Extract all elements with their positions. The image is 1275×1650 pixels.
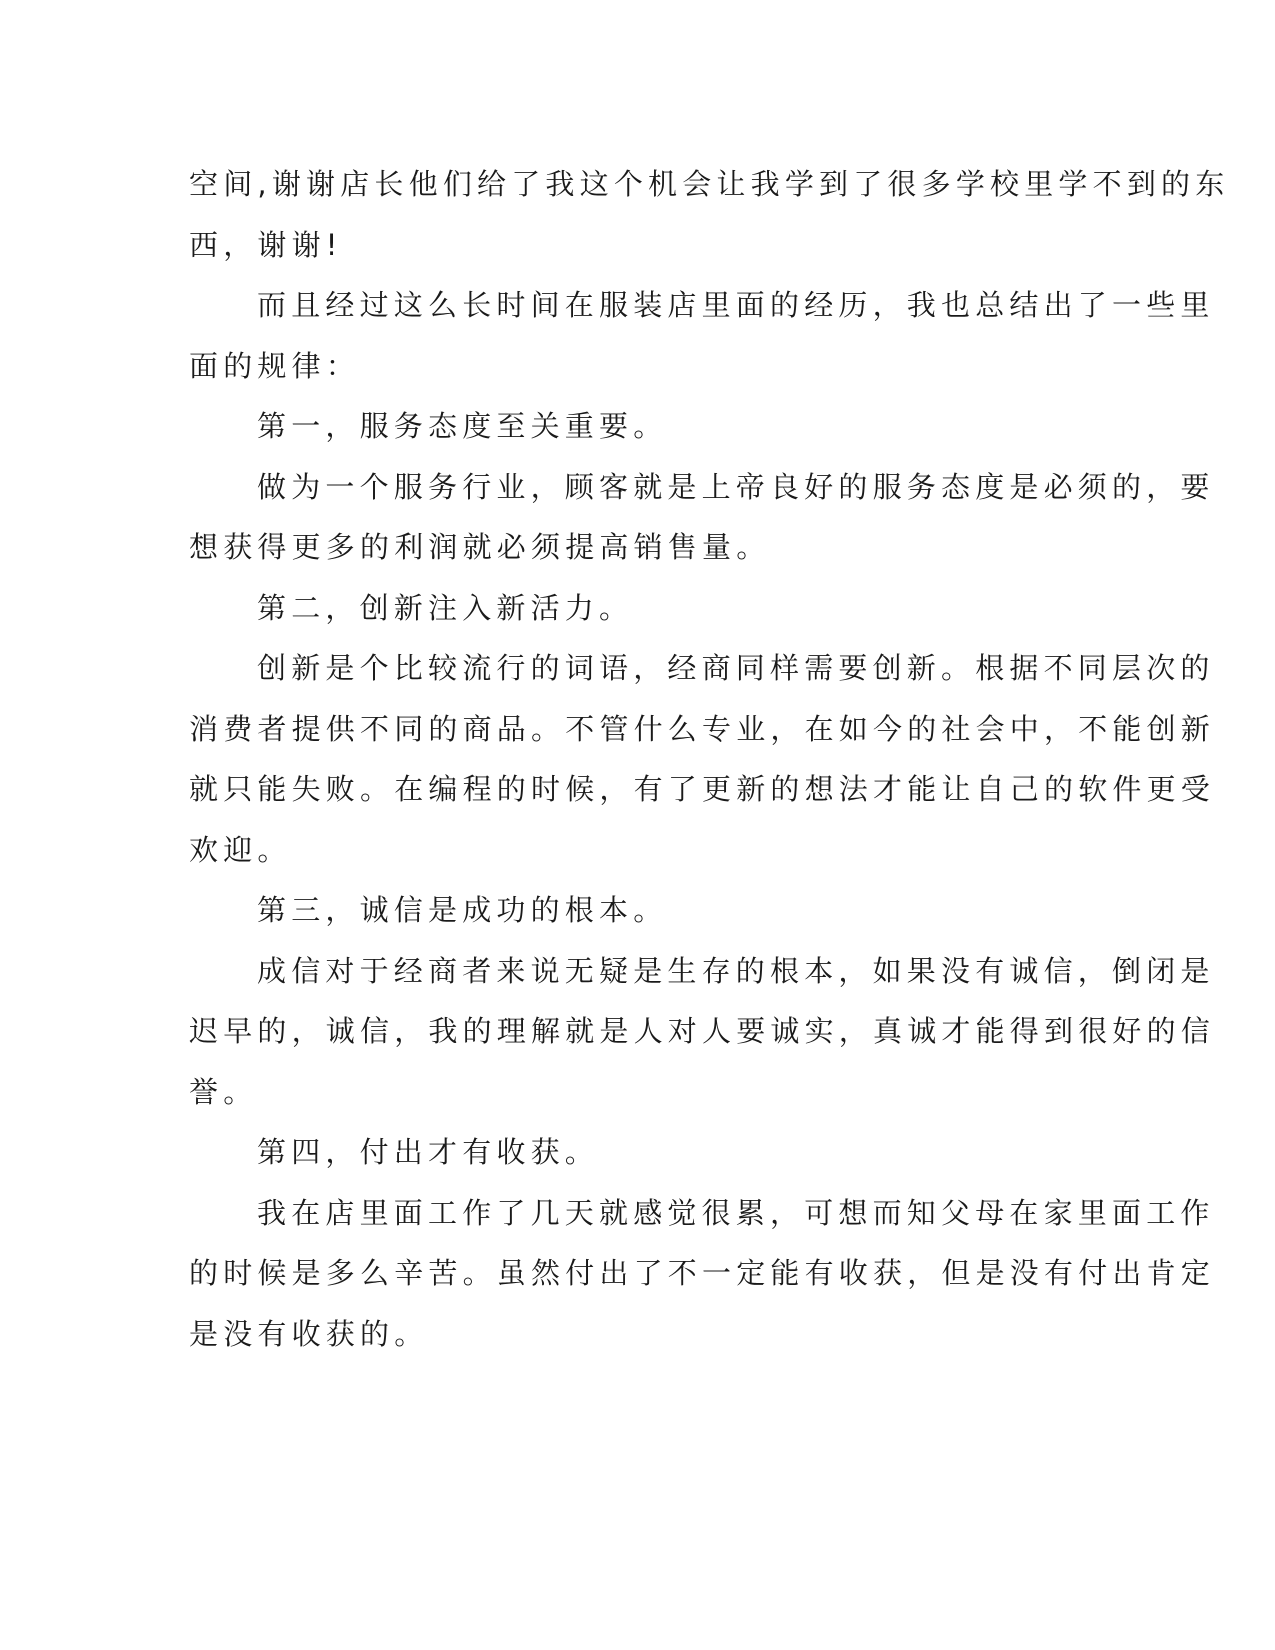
paragraph-6-line-1: 创新是个比较流行的词语，经商同样需要创新。根据不同层次的: [257, 651, 1215, 685]
paragraph-4-line-1: 做为一个服务行业，顾客就是上帝良好的服务态度是必须的，要: [257, 469, 1215, 504]
paragraph-6-line-2: 消费者提供不同的商品。不管什么专业，在如今的社会中，不能创新: [189, 711, 1216, 746]
paragraph-4-line-2: 想获得更多的利润就必须提高销售量。: [189, 530, 771, 564]
paragraph-1-line-1: 空间,谢谢店长他们给了我这个机会让我学到了很多学校里学不到的东: [189, 167, 1230, 201]
paragraph-8-line-1: 成信对于经商者来说无疑是生存的根本，如果没有诚信，倒闭是: [257, 953, 1215, 988]
heading-point-four: 第四，付出才有收获。: [257, 1135, 600, 1169]
paragraph-10-line-3: 是没有收获的。: [189, 1316, 429, 1351]
paragraph-2-line-1: 而且经过这么长时间在服装店里面的经历，我也总结出了一些里: [257, 288, 1215, 322]
paragraph-10-line-2: 的时候是多么辛苦。虽然付出了不一定能有收获，但是没有付出肯定: [189, 1256, 1216, 1290]
paragraph-6-line-3: 就只能失败。在编程的时候，有了更新的想法才能让自己的软件更受: [189, 772, 1216, 806]
paragraph-2-line-2: 面的规律：: [189, 348, 361, 383]
paragraph-8-line-2: 迟早的，诚信，我的理解就是人对人要诚实，真诚才能得到很好的信: [189, 1014, 1216, 1048]
paragraph-1-line-2: 西，谢谢!: [189, 227, 343, 262]
paragraph-6-line-4: 欢迎。: [189, 832, 292, 867]
paragraph-10-line-1: 我在店里面工作了几天就感觉很累，可想而知父母在家里面工作: [257, 1195, 1215, 1230]
heading-point-two: 第二，创新注入新活力。: [257, 590, 634, 625]
paragraph-8-line-3: 誉。: [189, 1074, 258, 1109]
heading-point-three: 第三，诚信是成功的根本。: [257, 893, 668, 927]
document-body: [189, 154, 1230, 1364]
heading-point-one: 第一，服务态度至关重要。: [257, 409, 668, 443]
